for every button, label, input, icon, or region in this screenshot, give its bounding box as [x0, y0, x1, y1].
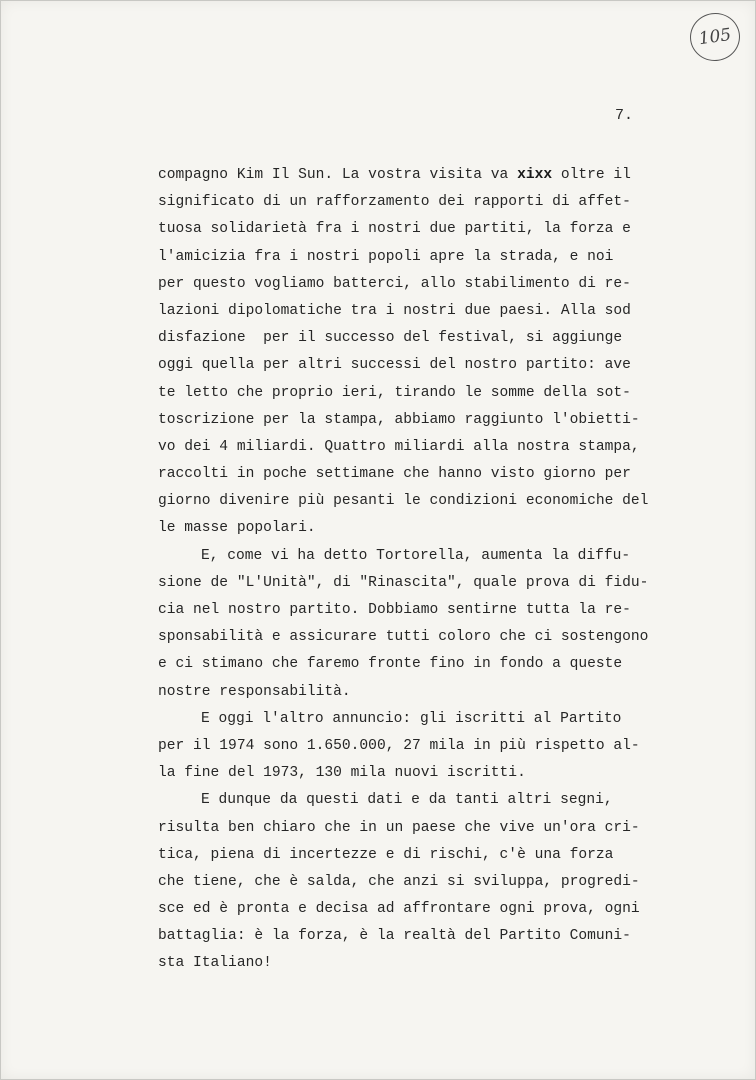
text-line: raccolti in poche settimane che hanno visto giorno per — [158, 466, 631, 483]
text-line: giorno divenire più pesanti le condizioni economiche del — [158, 493, 649, 510]
text-line: che tiene, che è salda, che anzi si sviluppa, progredi- — [158, 873, 640, 890]
text-line: significato di un rafforzamento dei rapporti di affet- — [158, 194, 631, 211]
text-line: risulta ben chiaro che in un paese che vive un'ora cri- — [158, 819, 640, 836]
text-line: le masse popolari. — [158, 520, 316, 537]
text-line: e ci stimano che faremo fronte fino in fondo a queste — [158, 656, 623, 673]
text-line: sta Italiano! — [158, 955, 272, 972]
line-segment: compagno Kim Il Sun. La vostra visita va — [158, 167, 518, 183]
struck-out-word: xixx — [517, 167, 553, 183]
text-line: E dunque da questi dati e da tanti altri segni, — [201, 792, 613, 809]
text-line: battaglia: è la forza, è la realtà del Partito Comuni- — [158, 928, 631, 945]
text-line: nostre responsabilità. — [158, 683, 351, 700]
text-line: vo dei 4 miliardi. Quattro miliardi alla nostra stampa, — [158, 438, 640, 455]
text-line — [158, 162, 678, 189]
text-line: per il 1974 sono 1.650.000, 27 mila in più rispetto al- — [158, 737, 640, 754]
text-line: l'amicizia fra i nostri popoli apre la strada, e noi — [158, 248, 614, 265]
typewritten-body — [158, 162, 678, 978]
text-line: tuosa solidarietà fra i nostri due partiti, la forza e — [158, 221, 631, 238]
text-line: sce ed è pronta e decisa ad affrontare ogni prova, ogni — [158, 901, 640, 918]
text-line: toscrizione per la stampa, abbiamo raggiunto l'obietti- — [158, 411, 640, 428]
text-line: E, come vi ha detto Tortorella, aumenta la diffu- — [201, 547, 631, 564]
line-segment: oltre il — [552, 167, 631, 183]
text-line: la fine del 1973, 130 mila nuovi iscritti. — [158, 765, 526, 782]
text-line: lazioni dipolomatiche tra i nostri due paesi. Alla sod — [158, 302, 631, 319]
text-line: sponsabilità e assicurare tutti coloro che ci sostengono — [158, 629, 649, 646]
text-line: tica, piena di incertezze e di rischi, c'è una forza — [158, 846, 614, 863]
text-line: sione de "L'Unità", di "Rinascita", quale prova di fidu- — [158, 574, 649, 591]
text-line: te letto che proprio ieri, tirando le somme della sot- — [158, 384, 631, 401]
text-line: cia nel nostro partito. Dobbiamo sentirne tutta la re- — [158, 602, 631, 618]
text-line: E oggi l'altro annuncio: gli iscritti al Partito — [201, 710, 622, 727]
page-stamp — [687, 10, 743, 64]
stamp-number: 105 — [697, 24, 733, 50]
text-line: disfazione per il successo del festival, si aggiunge — [158, 330, 623, 347]
page-number: 7. — [615, 107, 634, 124]
text-line: oggi quella per altri successi del nostro partito: ave — [158, 357, 631, 374]
text-line: per questo vogliamo batterci, allo stabilimento di re- — [158, 275, 631, 292]
